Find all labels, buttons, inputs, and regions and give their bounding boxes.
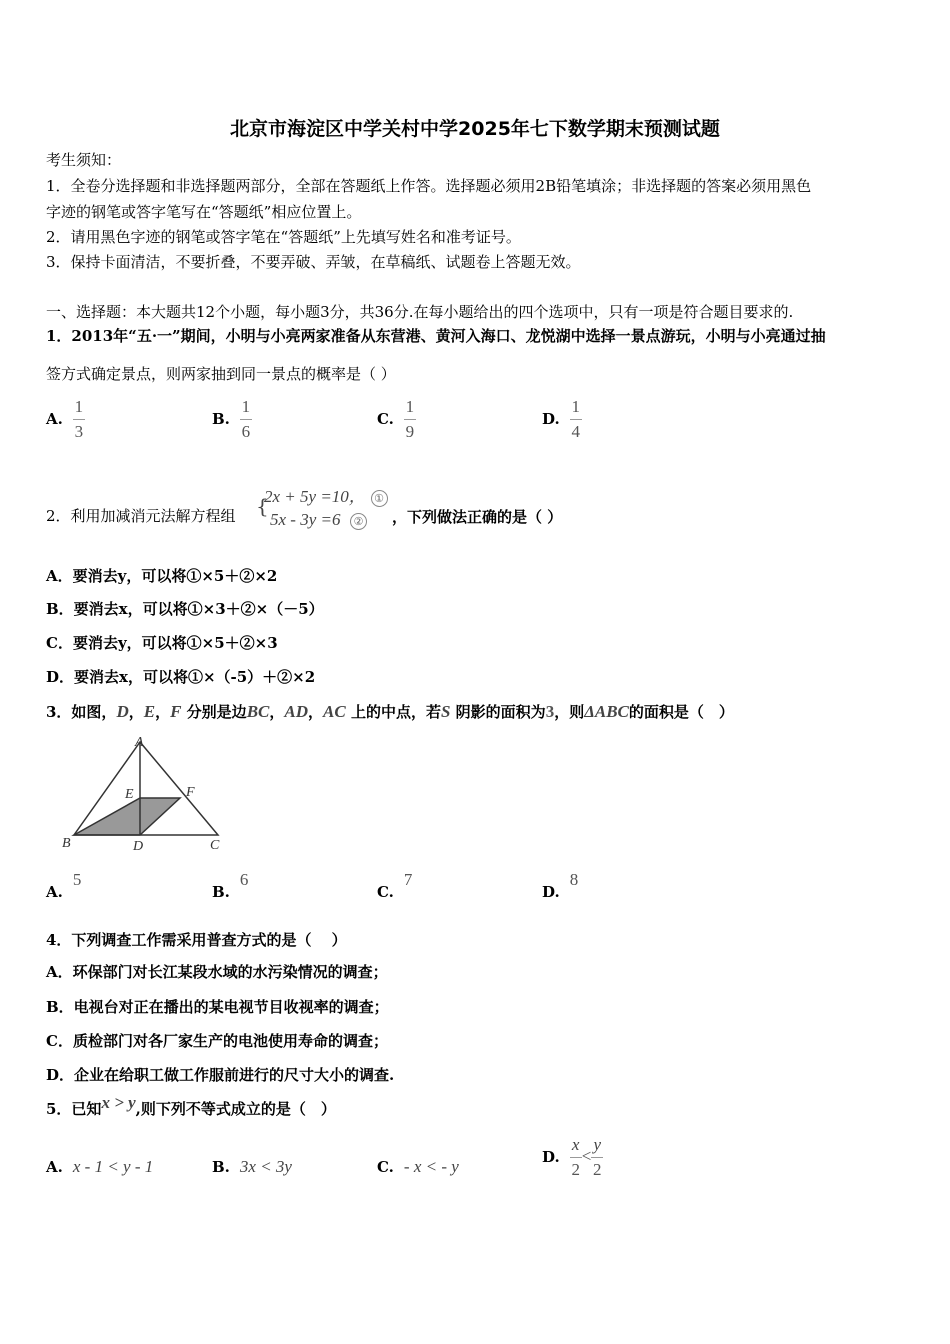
notice-item: 2．请用黑色字迹的钢笔或答字笔在“答题纸”上先填写姓名和准考证号。	[46, 228, 521, 246]
notice-item: 1．全卷分选择题和非选择题两部分，全部在答题纸上作答。选择题必须用2B铅笔填涂；非选择题的答案必须用黑色	[46, 177, 812, 195]
q3-option-c[interactable]: C.7	[377, 870, 413, 901]
q5-option-b[interactable]: B. 3x < 3y	[212, 1157, 292, 1176]
svg-text:F: F	[186, 785, 195, 800]
equation-2: 5x - 3y =6 ②	[270, 510, 367, 530]
fraction: $\frac{1}{6}$	[241, 397, 251, 441]
page-title: 北京市海淀区中学关村中学2025年七下数学期末预测试题	[230, 118, 720, 140]
q1-option-a[interactable]	[46, 398, 85, 441]
option-label: B.	[212, 409, 230, 428]
q3-option-d[interactable]: D.8	[542, 870, 579, 901]
q3-option-b[interactable]: B.6	[212, 870, 249, 901]
fraction: $\frac{1}{3}$	[74, 397, 84, 441]
document-page: 北京市海淀区中学关村中学2025年七下数学期末预测试题 考生须知： 1．全卷分选择题和非选择题两部分，全部在答题纸上作答。选择题必须用2B铅笔填涂；非选择题的答案必须用黑色 字迹的钢笔或答字笔写在“答题纸”相应位置上。 2．请用黑色字迹的钢笔或答字笔在“答题纸”上先填写姓名和准考证号。 3．保持卡面清洁，不要折叠，不要弄破、弄皱，在草稿纸、试题卷上答题无效。 一、选择题：本大题共12个小题，每小题3分，共36分.在每小题给出的四个选项中，只有一项是符合题目要求的. 1．2013年“五·一”期间，小明与小亮两家准备从东营港、黄河入海口、龙悦湖中选择一景点游玩，小明与小亮通过抽 签方式确定景点，则两家抽到同一景点的概率是（ ） A. $\frac{1}{3}$ B. $\frac{1}{6}$ C. $\frac{1}{9}$ D. $\frac{1}{4}$ 2．利用加减消元法解方程组 { 2x + 5y =10， ① 5x - 3y =6 ② ，下列做法正确的是（ ） A．要消去y，可以将①×5＋②×2 B．要消去x，可以将①×3＋②×（－5） C．要消去y，可以将①×5＋②×3 D．要消去x，可以将①×（-5）＋②×2 3．如图，D，E，F 分别是边BC，AD，AC 上的中点，若S 阴影的面积为3，则ΔABC的面积是（ ） A B C D E F A.5 B.6 C.7 D.8 4．下列调查工作需采用普查方式的是（ ） A．环保部门对长江某段水域的水污染情况的调查； B．电视台对正在播出的某电视节目收视率的调查； C．质检部门对各厂家生产的电池使用寿命的调查； D．企业在给职工做工作服前进行的尺寸大小的调查. 5．已知x > y,则下列不等式成立的是（ ） A. x - 1 < y - 1 B. 3x < 3y C. - x < - y D. $\frac{x}{2}$ < $\frac{y}{2}$	[0, 0, 950, 1344]
fraction: $\frac{1}{4}$	[571, 397, 580, 441]
q1-stem-cont: 签方式确定景点，则两家抽到同一景点的概率是（ ）	[46, 365, 396, 383]
q2-option-d[interactable]: D．要消去x，可以将①×（-5）＋②×2	[46, 668, 316, 686]
notice-item: 3．保持卡面清洁，不要折叠，不要弄破、弄皱，在草稿纸、试题卷上答题无效。	[46, 253, 581, 271]
q1-option-c[interactable]	[377, 398, 416, 441]
q2-prefix: 2．利用加减消元法解方程组	[46, 507, 236, 525]
option-label: D.	[542, 409, 560, 428]
section-heading: 一、选择题：本大题共12个小题，每小题3分，共36分.在每小题给出的四个选项中，只有一项是符合题目要求的.	[46, 303, 794, 321]
triangle-figure	[58, 732, 228, 852]
q5-option-a[interactable]: A. x - 1 < y - 1	[46, 1157, 154, 1176]
q4-option-b[interactable]: B．电视台对正在播出的某电视节目收视率的调查；	[46, 998, 389, 1016]
q2-option-b[interactable]: B．要消去x，可以将①×3＋②×（－5）	[46, 600, 324, 618]
q1-stem: 1．2013年“五·一”期间，小明与小亮两家准备从东营港、黄河入海口、龙悦湖中选择一景点游玩，小明与小亮通过抽	[46, 327, 826, 345]
fraction: $\frac{1}{9}$	[405, 397, 415, 441]
notice-heading: 考生须知：	[46, 151, 122, 169]
option-label: A.	[46, 409, 63, 428]
q2-option-a[interactable]: A．要消去y，可以将①×5＋②×2	[46, 567, 278, 585]
q3-stem: 3．如图，D，E，F 分别是边BC，AD，AC 上的中点，若S 阴影的面积为3，则ΔABC的面积是（ ）	[46, 702, 734, 721]
svg-text:B: B	[62, 836, 71, 851]
notice-item: 字迹的钢笔或答字笔写在“答题纸”相应位置上。	[46, 203, 362, 221]
svg-text:D: D	[133, 839, 144, 852]
q3-option-a[interactable]: A.5	[46, 870, 82, 901]
q2-suffix: ，下列做法正确的是（ ）	[392, 508, 563, 526]
equation-1: 2x + 5y =10， ①	[264, 482, 388, 507]
svg-text:C: C	[210, 838, 220, 852]
svg-text:E: E	[125, 787, 134, 802]
q4-option-d[interactable]: D．企业在给职工做工作服前进行的尺寸大小的调查.	[46, 1066, 395, 1084]
q4-stem: 4．下列调查工作需采用普查方式的是（ ）	[46, 931, 347, 949]
q1-option-b[interactable]	[212, 398, 252, 441]
option-label: C.	[377, 409, 394, 428]
q4-option-c[interactable]: C．质检部门对各厂家生产的电池使用寿命的调查；	[46, 1032, 388, 1050]
q2-option-c[interactable]: C．要消去y，可以将①×5＋②×3	[46, 634, 278, 652]
q4-option-a[interactable]: A．环保部门对长江某段水域的水污染情况的调查；	[46, 963, 388, 981]
q1-option-d[interactable]	[542, 398, 582, 441]
svg-text:A: A	[135, 735, 144, 750]
q5-option-d[interactable]: D. $\frac{x}{2}$ < $\frac{y}{2}$	[542, 1135, 602, 1179]
q5-stem: 5．已知x > y,则下列不等式成立的是（ ）	[46, 1093, 336, 1118]
q5-option-c[interactable]: C. - x < - y	[377, 1157, 459, 1176]
